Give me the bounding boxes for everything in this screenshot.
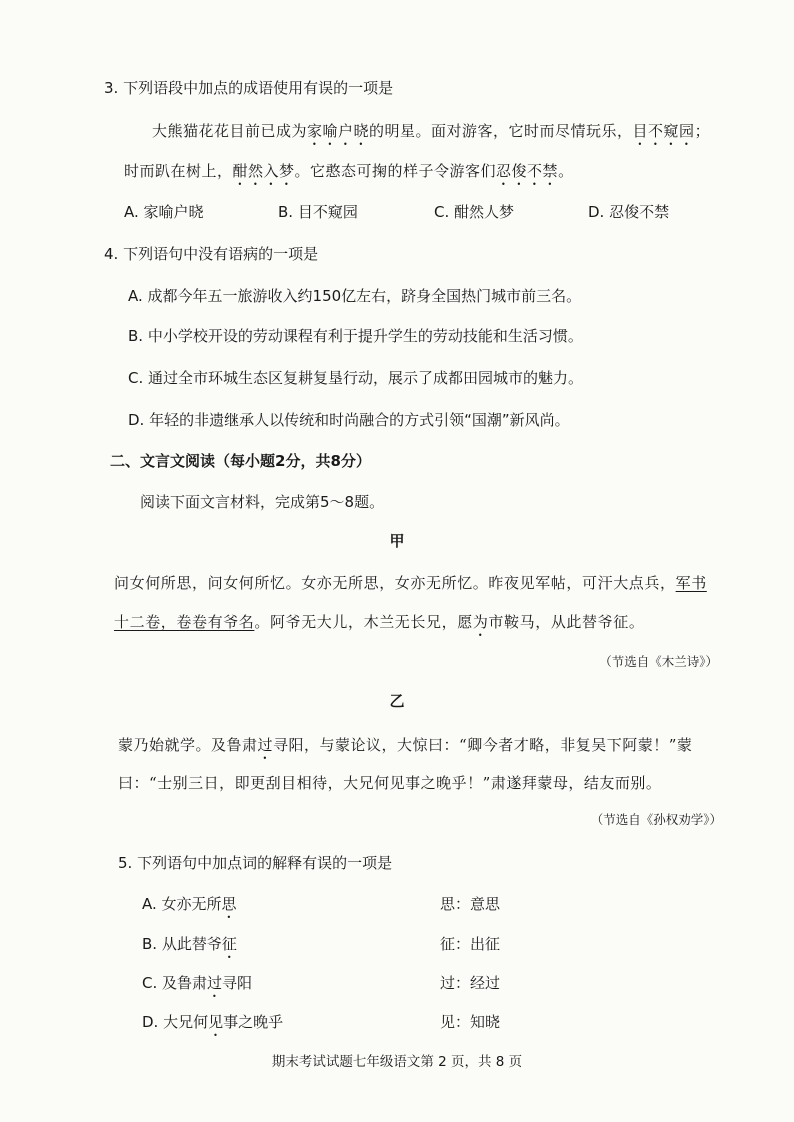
q4-stem: 4. 下列语句中没有语病的一项是	[104, 245, 319, 263]
section-intro: 阅读下面文言材料，完成第5～8题。	[140, 493, 385, 511]
q3-option-a: A. 家喻户晓	[124, 203, 204, 221]
passage-yi-line2: 曰：“士别三日，即更刮目相待，大兄何见事之晚乎！”肃遂拜蒙母，结友而别。	[118, 774, 662, 792]
passage-jia-line1: 问女何所思，问女何所忆。女亦无所思，女亦无所忆。昨夜见军帖，可汗大点兵，军书	[114, 574, 707, 592]
q5-option-a: A. 女亦无所思	[142, 895, 237, 913]
q5-gloss-a: 思：意思	[440, 895, 501, 913]
q5-gloss-c: 过：经过	[440, 974, 501, 992]
q5-option-c: C. 及鲁肃过寻阳	[142, 974, 253, 992]
passage-jia-title: 甲	[389, 532, 405, 550]
q5-option-d: D. 大兄何见事之晚乎	[142, 1013, 284, 1031]
passage-jia-underline-1: 军书	[675, 574, 707, 592]
q4-option-d: D. 年轻的非遗继承人以传统和时尚融合的方式引领“国潮”新风尚。	[128, 411, 570, 429]
passage-jia-dot-word: 为	[472, 613, 489, 631]
q3-option-d: D. 忍俊不禁	[588, 203, 670, 221]
q4-option-a: A. 成都今年五一旅游收入约150亿左右，跻身全国热门城市前三名。	[128, 287, 582, 305]
passage-yi-dot-word: 过	[257, 736, 274, 754]
q4-option-c: C. 通过全市环城生态区复耕复垦行动，展示了成都田园城市的魅力。	[128, 369, 584, 387]
passage-yi-title: 乙	[389, 692, 405, 710]
passage-jia-underline-2: 十二卷，卷卷有爷名	[114, 613, 255, 631]
q3-idiom-2: 目不窥园	[632, 122, 695, 140]
passage-jia-line2: 十二卷，卷卷有爷名。阿爷无大儿，木兰无长兄，愿为市鞍马，从此替爷征。	[114, 613, 645, 631]
q5-option-b: B. 从此替爷征	[142, 935, 237, 953]
q3-stem: 3. 下列语段中加点的成语使用有误的一项是	[104, 79, 394, 97]
q5-gloss-d: 见：知晓	[440, 1013, 501, 1031]
passage-yi-line1: 蒙乃始就学。及鲁肃过寻阳，与蒙论议，大惊曰：“卿今者才略，非复吴下阿蒙！”蒙	[118, 736, 693, 754]
q3-idiom-4: 忍俊不禁	[496, 162, 559, 180]
page-footer: 期末考试试题七年级语文第 2 页，共 8 页	[271, 1054, 523, 1070]
q3-passage-line2: 时而趴在树上，酣然入梦。它憨态可掬的样子令游客们忍俊不禁。	[124, 162, 574, 180]
q4-option-b: B. 中小学校开设的劳动课程有利于提升学生的劳动技能和生活习惯。	[128, 327, 583, 345]
passage-jia-source: （节选自《木兰诗》）	[599, 654, 718, 669]
q3-passage-line1: 大熊猫花花目前已成为家喻户晓的明星。面对游客，它时而尽情玩乐，目不窥园；	[152, 122, 711, 140]
section-heading: 二、文言文阅读（每小题2分，共8分）	[110, 452, 371, 470]
q5-stem: 5. 下列语句中加点词的解释有误的一项是	[118, 854, 393, 872]
q3-option-b: B. 目不窥园	[278, 203, 358, 221]
q5-gloss-b: 征：出征	[440, 935, 501, 953]
q3-idiom-1: 家喻户晓	[307, 122, 370, 140]
q3-idiom-3: 酣然入梦	[232, 162, 295, 180]
q3-option-c: C. 酣然人梦	[434, 203, 515, 221]
passage-yi-source: （节选自《孙权劝学》）	[590, 812, 722, 827]
